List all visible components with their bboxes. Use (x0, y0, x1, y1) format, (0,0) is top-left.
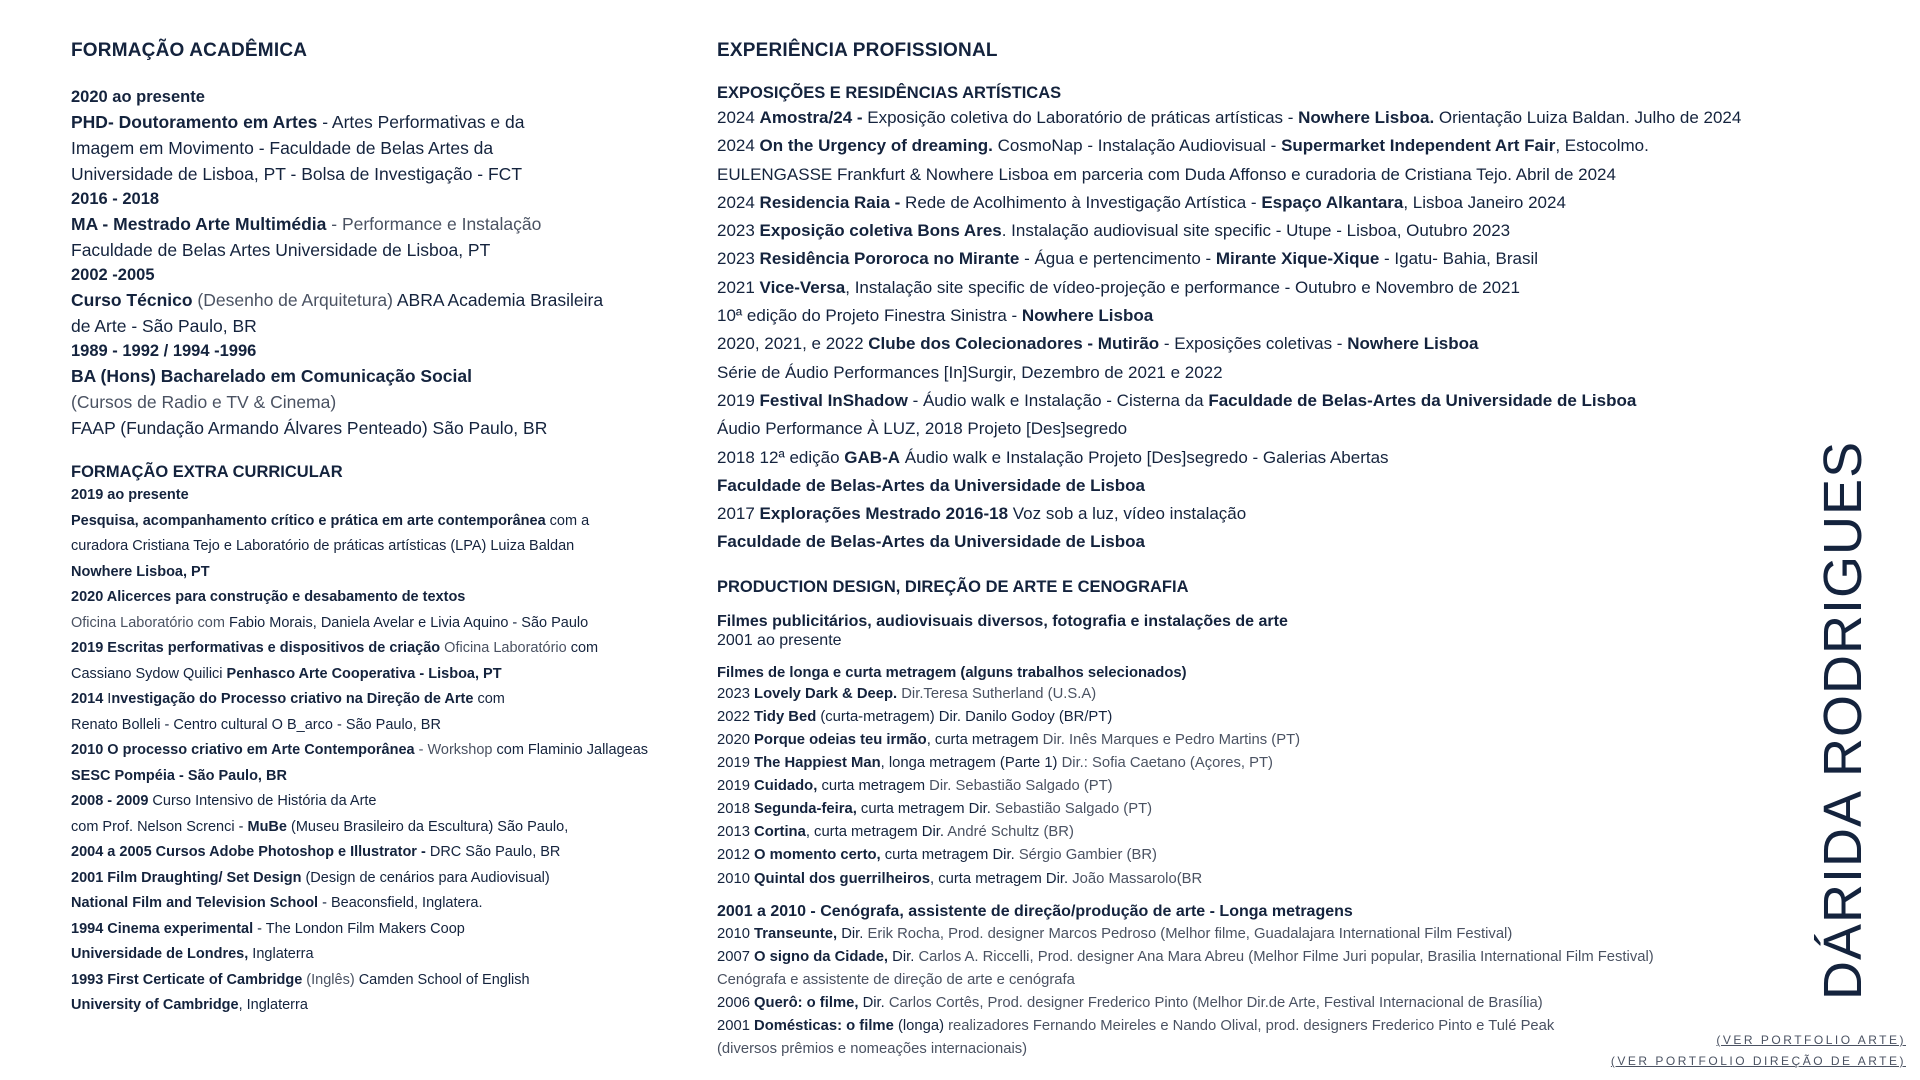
entry-line (717, 844, 1817, 867)
text: , curta metragem Dir. (929, 870, 1073, 887)
bold-text: Tidy Bed (754, 708, 817, 725)
text: Orientação Luiza Baldan. Julho de 2024 (1434, 108, 1742, 127)
text: curta metragem Dir. (880, 847, 1019, 864)
text: (diversos prêmios e nomeações internacionais) (717, 1040, 1028, 1057)
text: 2020 (717, 731, 755, 748)
text: curadora Cristiana Tejo e Laboratório de práticas artísticas (LPA) Luiza Baldan (71, 538, 575, 554)
text: 2019 (717, 778, 755, 795)
text: , curta metragem (926, 731, 1043, 748)
bold-text: 1989 - 1992 / 1994 -1996 (71, 342, 257, 360)
bold-text: Quintal dos guerrilheiros (754, 870, 930, 887)
text: - Água e pertencimento - (1019, 249, 1216, 269)
text: 2023 (717, 249, 760, 269)
text: Dir. (858, 994, 889, 1011)
academic-education-list (71, 85, 711, 441)
text: Renato Bolleli - Centro cultural O B_arco - São Paulo, BR (71, 716, 441, 733)
bold-text: Segunda-feira, (754, 801, 857, 818)
bold-text: 2016 - 2018 (71, 190, 160, 208)
text: (Inglês) (302, 971, 355, 988)
text: EULENGASSE Frankfurt & Nowhere Lisboa em parceria com Duda Affonso e curadoria de Cristiana Tejo. Abril de 2024 (717, 164, 1616, 184)
bold-text: 1993 First Certicate of Cambridge (71, 971, 303, 988)
entry-line (71, 187, 711, 211)
portfolio-art-direction-link[interactable]: (VER PORTFOLIO DIREÇÃO DE ARTE) (1610, 1054, 1906, 1068)
text: 2021 (717, 277, 760, 297)
text: Faculdade de Belas Artes Universidade de Lisboa, PT (71, 240, 491, 260)
bold-text: 2020 Alicerces para construção e desabamento de textos (71, 589, 466, 605)
bold-text: Curso Técnico (71, 290, 193, 310)
bold-text: Transeunte, (754, 925, 838, 942)
entry-line (71, 161, 711, 187)
text: 2017 (717, 504, 760, 524)
text: Carlos Cortês, Prod. designer Frederico Pinto (Melhor Dir.de Arte, Festival Internacional de Brasília) (888, 994, 1543, 1011)
text: 10ª edição do Projeto Finestra Sinistra - (717, 306, 1022, 326)
entry-line (717, 189, 1817, 217)
text: Sérgio Gambier (BR) (1018, 847, 1157, 864)
bold-text: Querô: o filme, (754, 994, 859, 1011)
text: de Arte - São Paulo, BR (71, 316, 257, 336)
entry-line (717, 969, 1817, 992)
extra-curricular-list (71, 483, 711, 1019)
entry-line (71, 211, 711, 237)
entry-line (717, 992, 1817, 1015)
text: 2018 (717, 801, 755, 818)
entry-line (71, 339, 711, 363)
entry-line (71, 389, 711, 415)
bold-text: Festival InShadow (759, 390, 908, 410)
text: 2006 (717, 994, 755, 1011)
bold-text: Universidade de Londres, (71, 946, 249, 962)
bold-text: On the Urgency of dreaming. (759, 136, 993, 156)
bold-text: Residência Pororoca no Mirante (759, 249, 1020, 269)
text: com a (545, 512, 590, 529)
entry-line (71, 534, 711, 560)
bold-text: O momento certo, (754, 847, 881, 864)
entry-line (717, 104, 1817, 132)
text: 2018 12ª edição (717, 447, 845, 467)
text: - Performance e Instalação (326, 214, 542, 234)
text: Cassiano Sydow Quilici (71, 665, 227, 682)
text: 2019 (717, 755, 755, 772)
text: curta metragem (817, 778, 930, 795)
text: com (473, 691, 505, 707)
text: realizadores Fernando Meireles e Nando Olival, prod. designers Frederico Pinto e Tulé Peak (948, 1017, 1555, 1034)
bold-text: Mirante Xique-Xique (1215, 249, 1380, 269)
entry-line (71, 866, 711, 892)
text: , curta metragem Dir. (805, 824, 948, 841)
entry-line (717, 946, 1817, 969)
text: - The London Film Makers Coop (253, 920, 465, 937)
text: Erik Rocha, Prod. designer Marcos Pedroso (Melhor filme, Guadalajara International Film Festival) (867, 925, 1513, 942)
bold-text: Nowhere Lisboa (1021, 306, 1154, 326)
text: Série de Áudio Performances [In]Surgir, Dezembro de 2021 e 2022 (717, 362, 1223, 382)
text: - Igatu- Bahia, Brasil (1379, 249, 1539, 269)
bold-text: 2019 Escritas performativas e dispositivos de criação (71, 640, 441, 656)
bold-text: MuBe (247, 818, 287, 835)
bold-text: The Happiest Man (754, 755, 881, 772)
text: Exposição coletiva do Laboratório de práticas artísticas - (862, 108, 1299, 127)
bold-text: Vice-Versa (759, 277, 846, 297)
bold-text: Nowhere Lisboa. (1298, 108, 1435, 127)
text: Dir. (837, 925, 868, 942)
bold-text: Espaço Alkantara (1261, 192, 1404, 212)
bold-text: 1994 Cinema experimental (71, 920, 254, 937)
text: André Schultz (BR) (947, 824, 1074, 841)
extra-curricular-title: FORMAÇÃO EXTRA CURRICULAR (71, 463, 343, 481)
right-column (717, 38, 1817, 1061)
bold-text: Cuidado, (754, 778, 818, 795)
entry-line (71, 109, 711, 135)
left-column (71, 38, 711, 1019)
entry-line (717, 472, 1817, 500)
bold-text: University of Cambridge (71, 997, 239, 1013)
entry-line (71, 313, 711, 339)
text: Fabio Morais, Daniela Avelar e Livia Aquino - São Paulo (224, 614, 589, 631)
bold-text: Faculdade de Belas-Artes da Universidade de Lisboa (717, 475, 1145, 495)
entry-line (71, 363, 711, 389)
bold-text: Clube dos Colecionadores - Mutirão (868, 334, 1160, 354)
entry-line (717, 387, 1817, 415)
entry-line (71, 738, 711, 764)
author-name: DÁRIDA RODRIGUES (1813, 440, 1873, 1000)
academic-education-title: FORMAÇÃO ACADÊMICA (71, 40, 308, 61)
text: 2024 (717, 192, 760, 212)
entry-line (71, 415, 711, 441)
text: 2022 (717, 708, 755, 725)
text: . Instalação audiovisual site specific - Utupe - Lisboa, Outubro 2023 (1001, 221, 1511, 241)
bold-text: Pesquisa, acompanhamento crítico e prática em arte contemporânea (71, 512, 546, 529)
films-list (717, 683, 1817, 891)
entry-line (71, 85, 711, 109)
text: Imagem em Movimento - Faculdade de Belas Artes da (71, 138, 494, 158)
bold-text: 2020 ao presente (71, 88, 205, 106)
entry-line (71, 713, 711, 739)
text: Dir. Sebastião Salgado (PT) (929, 778, 1113, 795)
text: - Áudio walk e Instalação - Cisterna da (907, 390, 1209, 410)
bold-text: GAB-A (844, 447, 901, 467)
commercials-period: 2001 ao presente (717, 631, 842, 649)
text: Dir. Inês Marques e Pedro Martins (PT) (1042, 731, 1301, 748)
set-design-list (717, 923, 1817, 1061)
text: - Artes Performativas e da (317, 112, 525, 132)
text: Camden School of English (354, 971, 530, 988)
text: Curso Intensivo de História da Arte (148, 793, 377, 809)
films-block (717, 664, 1817, 891)
text: Oficina Laboratório (440, 640, 567, 656)
text: 2024 (717, 136, 760, 156)
entry-line (71, 687, 711, 713)
bold-text: 2001 Film Draughting/ Set Design (71, 869, 302, 886)
text: 2024 (717, 108, 760, 127)
set-design-block (717, 901, 1817, 1061)
exhibitions-list (717, 104, 1817, 557)
entry-line (71, 611, 711, 637)
text: 2007 (717, 948, 755, 965)
text: 2023 (717, 221, 760, 241)
text: Rede de Acolhimento à Investigação Artística - (900, 192, 1262, 212)
bold-text: 2019 ao presente (71, 487, 189, 503)
bold-text: Cortina (754, 824, 806, 841)
entry-line (717, 923, 1817, 946)
text: , Estocolmo. (1555, 136, 1649, 156)
bold-text: Explorações Mestrado 2016-18 (759, 504, 1009, 524)
entry-line (717, 683, 1817, 706)
text: com Flaminio Jallageas (492, 742, 649, 758)
bold-text: 2008 - 2009 (71, 793, 149, 809)
text: Áudio Performance À LUZ, 2018 Projeto [Des]segredo (717, 419, 1128, 439)
entry-line (71, 891, 711, 917)
text: (Desenho de Arquitetura) (192, 290, 393, 310)
entry-line (717, 132, 1817, 160)
text: , Lisboa Janeiro 2024 (1403, 192, 1566, 212)
bold-text: Faculdade de Belas-Artes da Universidade de Lisboa (1208, 390, 1637, 410)
exhibitions-title: EXPOSIÇÕES E RESIDÊNCIAS ARTÍSTICAS (717, 84, 1062, 102)
entry-line (717, 798, 1817, 821)
entry-line (717, 302, 1817, 330)
text: I (103, 691, 112, 707)
bold-text: Lovely Dark & Deep. (754, 685, 898, 702)
bold-text: 2010 (71, 742, 108, 758)
entry-line (71, 135, 711, 161)
text: , Inglaterra (238, 997, 308, 1013)
text: Áudio walk e Instalação Projeto [Des]segredo - Galerias Abertas (900, 447, 1389, 467)
bold-text: Nowhere Lisboa (1347, 334, 1479, 354)
films-title: Filmes de longa e curta metragem (alguns trabalhos selecionados) (717, 664, 1187, 681)
bold-text: Faculdade de Belas-Artes da Universidade de Lisboa (717, 532, 1145, 552)
text: Sebastião Salgado (PT) (994, 801, 1153, 818)
text: 2001 (717, 1017, 755, 1034)
bold-text: Domésticas: o filme (754, 1017, 894, 1034)
bold-text: 2004 a 2005 Cursos Adobe Photoshop e Illustrator - (71, 844, 426, 860)
text: - Workshop (414, 742, 493, 758)
entry-line (71, 789, 711, 815)
bold-text: MA - Mestrado Arte Multimédia (71, 214, 327, 234)
bold-text: O processo criativo em Arte Contemporânea (107, 742, 415, 758)
entry-line (717, 359, 1817, 387)
text: Oficina Laboratório com (71, 614, 225, 631)
text: - Exposições coletivas - (1159, 334, 1348, 354)
entry-line (71, 237, 711, 263)
bold-text: PHD- Doutoramento em Artes (71, 112, 318, 132)
bold-text: nvestigação do Processo criativo na Direção de Arte (111, 691, 474, 707)
entry-line (71, 585, 711, 611)
text: 2020, 2021, e 2022 (717, 334, 869, 354)
entry-line (717, 217, 1817, 245)
bold-text: 2014 (71, 691, 104, 707)
commercials-block (717, 612, 1817, 650)
text: (longa) (893, 1017, 949, 1034)
text: Inglaterra (248, 946, 314, 962)
entry-line (717, 415, 1817, 443)
text: 2013 (717, 824, 755, 841)
text: 2012 (717, 847, 755, 864)
entry-line (717, 775, 1817, 798)
text: Dir.Teresa Sutherland (U.S.A) (897, 685, 1097, 702)
text: Cenógrafa e assistente de direção de arte e cenógrafa (717, 971, 1075, 988)
entry-line (71, 509, 711, 535)
bold-text: Amostra/24 - (759, 108, 863, 127)
bold-text: BA (Hons) Bacharelado em Comunicação Social (71, 366, 472, 386)
bold-text: 2002 -2005 (71, 266, 155, 284)
entry-line (71, 764, 711, 790)
set-design-title: 2001 a 2010 - Cenógrafa, assistente de direção/produção de arte - Longa metragens (717, 902, 1353, 920)
entry-line (717, 245, 1817, 273)
text: curta metragem Dir. (856, 801, 995, 818)
entry-line (71, 636, 711, 662)
text: (curta-metragem) Dir. Danilo Godoy (BR/PT) (816, 708, 1113, 725)
entry-line (717, 330, 1817, 358)
text: João Massarolo(BR (1072, 870, 1203, 887)
text: Universidade de Lisboa, PT - Bolsa de Investigação - FCT (71, 164, 523, 184)
entry-line (71, 917, 711, 943)
text: CosmoNap - Instalação Audiovisual - (992, 136, 1282, 156)
portfolio-art-link[interactable]: (VER PORTFOLIO ARTE) (1716, 1033, 1906, 1047)
entry-line (71, 662, 711, 688)
entry-line (717, 528, 1817, 556)
bold-text: O signo da Cidade, (754, 948, 889, 965)
bold-text: SESC Pompéia - São Paulo, BR (71, 767, 287, 784)
entry-line (717, 274, 1817, 302)
text: ABRA Academia Brasileira (392, 290, 604, 310)
text: (Design de cenários para Audiovisual) (301, 869, 550, 886)
text: (Museu Brasileiro da Escultura) São Paulo, (286, 818, 569, 835)
entry-line (717, 729, 1817, 752)
commercials-title: Filmes publicitários, audiovisuais diversos, fotografia e instalações de arte (717, 612, 1288, 630)
production-design-title: PRODUCTION DESIGN, DIREÇÃO DE ARTE E CENOGRAFIA (717, 577, 1189, 596)
text: (Cursos de Radio e TV & Cinema) (71, 392, 337, 412)
text: com Prof. Nelson Screnci - (71, 818, 248, 835)
bold-text: Exposição coletiva Bons Ares (759, 221, 1002, 241)
entry-line (71, 815, 711, 841)
entry-line (71, 560, 711, 586)
entry-line (71, 993, 711, 1019)
text: Dir.: Sofia Caetano (Açores, PT) (1061, 755, 1273, 772)
entry-line (71, 263, 711, 287)
entry-line (717, 444, 1817, 472)
entry-line (71, 483, 711, 509)
text: Dir. (888, 948, 919, 965)
text: 2010 (717, 870, 755, 887)
text: Voz sob a luz, vídeo instalação (1008, 504, 1247, 524)
bold-text: Porque odeias teu irmão (754, 731, 927, 748)
text: DRC São Paulo, BR (425, 844, 561, 860)
text: 2010 (717, 925, 755, 942)
entry-line (717, 161, 1817, 189)
professional-experience-title: EXPERIÊNCIA PROFISSIONAL (717, 40, 998, 61)
entry-line (717, 821, 1817, 844)
text: Carlos A. Riccelli, Prod. designer Ana Mara Abreu (Melhor Filme Juri popular, Brasilia International Film Festival) (918, 948, 1654, 965)
entry-line (71, 287, 711, 313)
entry-line (717, 752, 1817, 775)
entry-line (717, 500, 1817, 528)
bold-text: Penhasco Arte Cooperativa - Lisboa, PT (226, 665, 502, 682)
bold-text: Residencia Raia - (759, 192, 901, 212)
text: com (566, 640, 599, 656)
entry-line (71, 968, 711, 994)
entry-line (71, 840, 711, 866)
text: , longa metragem (Parte 1) (880, 755, 1062, 772)
bold-text: Nowhere Lisboa, PT (71, 563, 210, 580)
entry-line (717, 706, 1817, 729)
text: 2023 (717, 685, 755, 702)
text: 2019 (717, 390, 760, 410)
bold-text: Supermarket Independent Art Fair (1281, 136, 1556, 156)
entry-line (71, 942, 711, 968)
entry-line (717, 868, 1817, 891)
bold-text: National Film and Television School (71, 895, 319, 911)
text: - Beaconsfield, Inglatera. (318, 895, 483, 911)
text: , Instalação site specific de vídeo-projeção e performance - Outubro e Novembro de 2021 (845, 277, 1520, 297)
text: FAAP (Fundação Armando Álvares Penteado) São Paulo, BR (71, 418, 548, 438)
entry-line (717, 1015, 1817, 1038)
